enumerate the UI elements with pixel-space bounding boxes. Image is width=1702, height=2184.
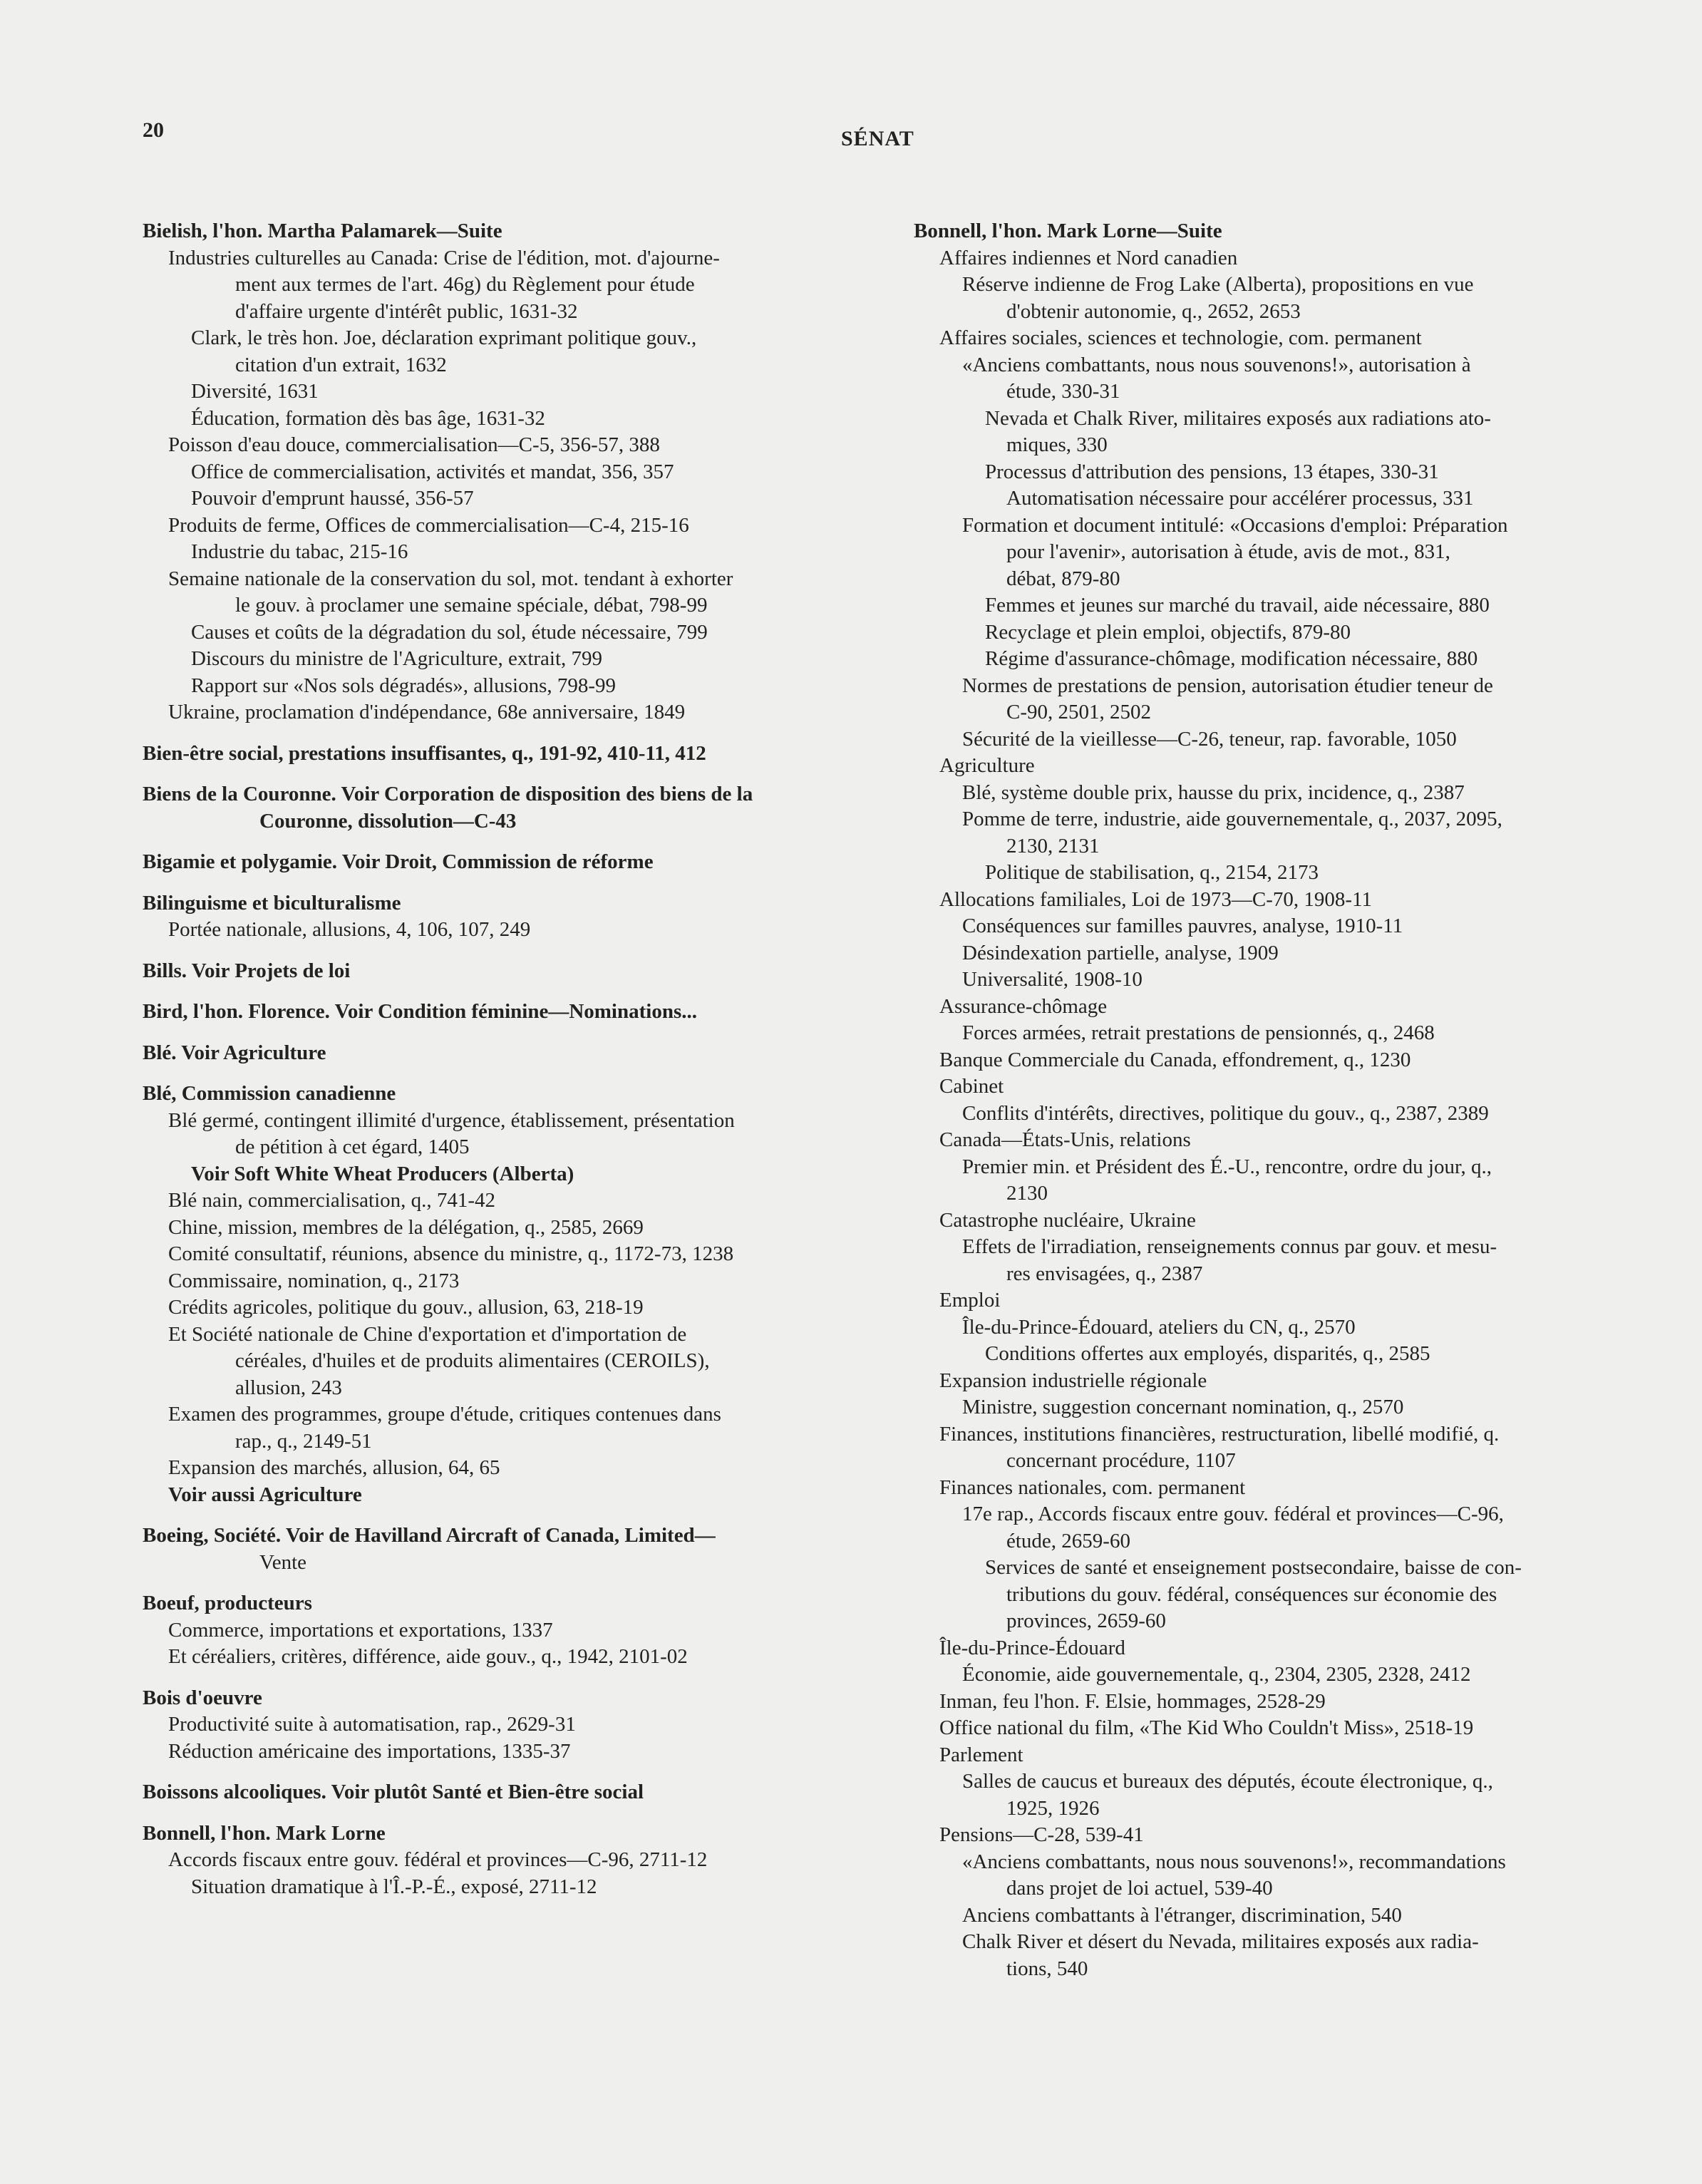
index-heading: Bird, l'hon. Florence. Voir Condition féminine—Nominations...	[143, 1000, 697, 1023]
index-entry: Portée nationale, allusions, 4, 106, 107, 249	[168, 918, 531, 941]
index-entry: Affaires sociales, sciences et technologie, com. permanent	[939, 326, 1422, 349]
index-entry: Conflits d'intérêts, directives, politique du gouv., q., 2387, 2389	[962, 1101, 1489, 1125]
index-entry: Banque Commerciale du Canada, effondrement, q., 1230	[939, 1048, 1411, 1071]
index-entry: Éducation, formation dès bas âge, 1631-32	[191, 406, 545, 430]
index-heading: Bilinguisme et biculturalisme	[143, 891, 401, 915]
index-entry: Effets de l'irradiation, renseignements connus par gouv. et mesu-	[962, 1235, 1497, 1258]
index-heading: Bills. Voir Projets de loi	[143, 959, 351, 982]
index-entry: le gouv. à proclamer une semaine spéciale, débat, 798-99	[235, 594, 708, 617]
index-entry: Couronne, dissolution—C-43	[259, 809, 517, 833]
index-entry: Premier min. et Président des É.-U., rencontre, ordre du jour, q.,	[962, 1155, 1492, 1178]
page-number: 20	[143, 118, 164, 142]
entry-spacer	[128, 1066, 855, 1081]
index-entry: concernant procédure, 1107	[1006, 1449, 1236, 1472]
index-entry: Cabinet	[939, 1075, 1004, 1098]
index-entry: ment aux termes de l'art. 46g) du Règlement pour étude	[235, 273, 695, 296]
index-entry: Ukraine, proclamation d'indépendance, 68e anniversaire, 1849	[168, 701, 686, 723]
index-entry: tions, 540	[1006, 1957, 1088, 1980]
index-entry: Assurance-chômage	[939, 994, 1108, 1018]
index-heading: Blé. Voir Agriculture	[143, 1041, 326, 1064]
index-entry: «Anciens combattants, nous nous souvenons!», autorisation à	[962, 353, 1471, 376]
index-entry: Causes et coûts de la dégradation du sol, étude nécessaire, 799	[191, 620, 708, 644]
index-heading: Blé, Commission canadienne	[143, 1082, 396, 1105]
index-entry: Produits de ferme, Offices de commercialisation—C-4, 215-16	[168, 513, 689, 537]
index-heading: Bien-être social, prestations insuffisantes, q., 191-92, 410-11, 412	[143, 741, 706, 765]
index-entry: d'obtenir autonomie, q., 2652, 2653	[1006, 299, 1301, 323]
left-index-column	[128, 218, 855, 1900]
index-entry: dans projet de loi actuel, 539-40	[1006, 1877, 1273, 1900]
entry-spacer	[128, 1806, 855, 1820]
index-entry: étude, 330-31	[1006, 380, 1120, 403]
index-entry: Conséquences sur familles pauvres, analyse, 1910-11	[962, 915, 1403, 937]
index-entry: Femmes et jeunes sur marché du travail, aide nécessaire, 880	[985, 594, 1490, 617]
index-entry: Clark, le très hon. Joe, déclaration exprimant politique gouv.,	[191, 326, 697, 349]
index-entry: rap., q., 2149-51	[235, 1429, 372, 1453]
entry-spacer	[128, 1508, 855, 1523]
index-entry: Formation et document intitulé: «Occasions d'emploi: Préparation	[962, 513, 1508, 537]
entry-spacer	[128, 726, 855, 741]
index-entry: Services de santé et enseignement postsecondaire, baisse de con-	[985, 1556, 1522, 1579]
index-heading: Bois d'oeuvre	[143, 1686, 262, 1709]
index-entry: Vente	[259, 1550, 307, 1574]
index-entry: Chine, mission, membres de la délégation, q., 2585, 2669	[168, 1215, 644, 1239]
index-entry: Industrie du tabac, 215-16	[191, 540, 408, 563]
index-entry: tributions du gouv. fédéral, conséquences sur économie des	[1006, 1582, 1497, 1606]
index-entry: Normes de prestations de pension, autorisation étudier teneur de	[962, 674, 1493, 697]
entry-spacer	[128, 944, 855, 958]
index-heading: Bonnell, l'hon. Mark Lorne	[143, 1821, 386, 1845]
index-entry: Et Société nationale de Chine d'exportation et d'importation de	[168, 1322, 687, 1346]
index-entry: Ministre, suggestion concernant nomination, q., 2570	[962, 1396, 1404, 1418]
index-entry: Inman, feu l'hon. F. Elsie, hommages, 2528-29	[939, 1689, 1326, 1713]
index-entry: Commissaire, nomination, q., 2173	[168, 1269, 460, 1292]
index-entry: pour l'avenir», autorisation à étude, avis de mot., 831,	[1006, 540, 1450, 563]
index-entry: Parlement	[939, 1743, 1023, 1766]
index-entry: Poisson d'eau douce, commercialisation—C-5, 356-57, 388	[168, 433, 660, 456]
index-entry: d'affaire urgente d'intérêt public, 1631-32	[235, 299, 578, 323]
index-entry: Discours du ministre de l'Agriculture, extrait, 799	[191, 647, 603, 670]
index-entry: Agriculture	[939, 754, 1035, 777]
index-entry: Blé nain, commercialisation, q., 741-42	[168, 1189, 496, 1212]
index-entry: Industries culturelles au Canada: Crise de l'édition, mot. d'ajourne-	[168, 246, 720, 269]
index-entry: Canada—États-Unis, relations	[939, 1128, 1191, 1151]
index-entry: Finances, institutions financières, restructuration, libellé modifié, q.	[939, 1422, 1500, 1446]
index-entry: Conditions offertes aux employés, disparités, q., 2585	[985, 1342, 1430, 1365]
index-entry: citation d'un extrait, 1632	[235, 353, 447, 376]
index-entry: Crédits agricoles, politique du gouv., allusion, 63, 218-19	[168, 1296, 644, 1319]
entry-spacer	[128, 1671, 855, 1685]
index-heading: Boeing, Société. Voir de Havilland Aircraft of Canada, Limited—	[143, 1524, 716, 1547]
index-entry: Voir Soft White Wheat Producers (Alberta)	[191, 1162, 574, 1185]
index-heading: Boeuf, producteurs	[143, 1592, 312, 1614]
index-entry: Réduction américaine des importations, 1335-37	[168, 1739, 571, 1763]
index-entry: Catastrophe nucléaire, Ukraine	[939, 1208, 1196, 1232]
index-entry: Processus d'attribution des pensions, 13 étapes, 330-31	[985, 460, 1439, 483]
index-entry: Expansion des marchés, allusion, 64, 65	[168, 1456, 500, 1479]
index-entry: Anciens combattants à l'étranger, discrimination, 540	[962, 1903, 1402, 1927]
index-entry: Situation dramatique à l'Î.-P.-É., exposé, 2711-12	[191, 1875, 597, 1898]
index-entry: Blé germé, contingent illimité d'urgence, établissement, présentation	[168, 1108, 735, 1132]
index-entry: Pouvoir d'emprunt haussé, 356-57	[191, 487, 474, 510]
index-entry: miques, 330	[1006, 433, 1108, 456]
index-entry: Île-du-Prince-Édouard	[939, 1636, 1125, 1659]
index-entry: Comité consultatif, réunions, absence du ministre, q., 1172-73, 1238	[168, 1242, 734, 1265]
index-entry: Commerce, importations et exportations, 1337	[168, 1618, 553, 1642]
index-entry: 2130, 2131	[1006, 834, 1100, 857]
entry-spacer	[128, 984, 855, 999]
index-entry: Réserve indienne de Frog Lake (Alberta), propositions en vue	[962, 273, 1474, 296]
index-entry: débat, 879-80	[1006, 567, 1120, 590]
index-entry: Accords fiscaux entre gouv. fédéral et provinces—C-96, 2711-12	[168, 1848, 708, 1871]
index-entry: Régime d'assurance-chômage, modification nécessaire, 880	[985, 647, 1478, 670]
index-entry: Chalk River et désert du Nevada, militaires exposés aux radia-	[962, 1930, 1479, 1953]
entry-spacer	[128, 1576, 855, 1590]
index-entry: Productivité suite à automatisation, rap., 2629-31	[168, 1713, 576, 1736]
entry-spacer	[128, 1765, 855, 1779]
index-entry: Forces armées, retrait prestations de pensionnés, q., 2468	[962, 1021, 1435, 1044]
index-entry: provinces, 2659-60	[1006, 1609, 1166, 1632]
entry-spacer	[128, 767, 855, 781]
index-entry: allusion, 243	[235, 1376, 342, 1399]
entry-spacer	[128, 876, 855, 890]
index-entry: 2130	[1006, 1182, 1048, 1205]
index-entry: 17e rap., Accords fiscaux entre gouv. fédéral et provinces—C-96,	[962, 1503, 1504, 1525]
index-heading: Bonnell, l'hon. Mark Lorne—Suite	[914, 220, 1222, 242]
entry-spacer	[128, 1026, 855, 1040]
index-entry: Affaires indiennes et Nord canadien	[939, 246, 1238, 269]
index-heading: Biens de la Couronne. Voir Corporation de disposition des biens de la	[143, 783, 753, 805]
index-entry: Finances nationales, com. permanent	[939, 1475, 1246, 1499]
index-entry: res envisagées, q., 2387	[1006, 1262, 1203, 1285]
index-entry: Universalité, 1908-10	[962, 968, 1143, 991]
index-entry: Salles de caucus et bureaux des députés, écoute électronique, q.,	[962, 1770, 1493, 1793]
index-entry: étude, 2659-60	[1006, 1529, 1130, 1552]
index-entry: C-90, 2501, 2502	[1006, 701, 1151, 723]
index-entry: Allocations familiales, Loi de 1973—C-70, 1908-11	[939, 887, 1373, 911]
index-entry: Sécurité de la vieillesse—C-26, teneur, rap. favorable, 1050	[962, 727, 1457, 751]
index-heading: Boissons alcooliques. Voir plutôt Santé et Bien-être social	[143, 1781, 644, 1803]
index-entry: Office national du film, «The Kid Who Couldn't Miss», 2518-19	[939, 1716, 1474, 1739]
index-entry: Automatisation nécessaire pour accélérer processus, 331	[1006, 487, 1474, 510]
index-entry: Emploi	[939, 1289, 1001, 1312]
index-entry: Rapport sur «Nos sols dégradés», allusions, 798-99	[191, 674, 617, 697]
index-entry: Politique de stabilisation, q., 2154, 2173	[985, 861, 1319, 884]
index-entry: Voir aussi Agriculture	[168, 1483, 362, 1506]
index-entry: Examen des programmes, groupe d'étude, critiques contenues dans	[168, 1403, 721, 1426]
index-heading: Bigamie et polygamie. Voir Droit, Commission de réforme	[143, 850, 654, 873]
index-heading: Bielish, l'hon. Martha Palamarek—Suite	[143, 220, 502, 242]
index-entry: Recyclage et plein emploi, objectifs, 879-80	[985, 620, 1351, 644]
index-entry: Office de commercialisation, activités et mandat, 356, 357	[191, 460, 674, 483]
index-entry: Île-du-Prince-Édouard, ateliers du CN, q., 2570	[962, 1315, 1356, 1339]
running-head-title: SÉNAT	[841, 127, 914, 150]
index-entry: Pensions—C-28, 539-41	[939, 1823, 1144, 1846]
index-entry: Pomme de terre, industrie, aide gouvernementale, q., 2037, 2095,	[962, 808, 1502, 830]
index-entry: céréales, d'huiles et de produits alimentaires (CEROILS),	[235, 1349, 710, 1372]
right-index-column	[899, 218, 1619, 1982]
index-entry: Blé, système double prix, hausse du prix, incidence, q., 2387	[962, 781, 1465, 804]
index-entry: Et céréaliers, critères, différence, aide gouv., q., 1942, 2101-02	[168, 1645, 688, 1668]
index-entry: Économie, aide gouvernementale, q., 2304, 2305, 2328, 2412	[962, 1663, 1471, 1686]
index-entry: «Anciens combattants, nous nous souvenons!», recommandations	[962, 1850, 1506, 1873]
entry-spacer	[128, 835, 855, 849]
index-entry: Expansion industrielle régionale	[939, 1369, 1207, 1392]
index-entry: 1925, 1926	[1006, 1796, 1100, 1820]
index-entry: Désindexation partielle, analyse, 1909	[962, 941, 1279, 964]
index-entry: Semaine nationale de la conservation du sol, mot. tendant à exhorter	[168, 567, 733, 590]
index-entry: Nevada et Chalk River, militaires exposés aux radiations ato-	[985, 406, 1491, 430]
index-entry: Diversité, 1631	[191, 380, 319, 403]
index-entry: de pétition à cet égard, 1405	[235, 1135, 470, 1158]
